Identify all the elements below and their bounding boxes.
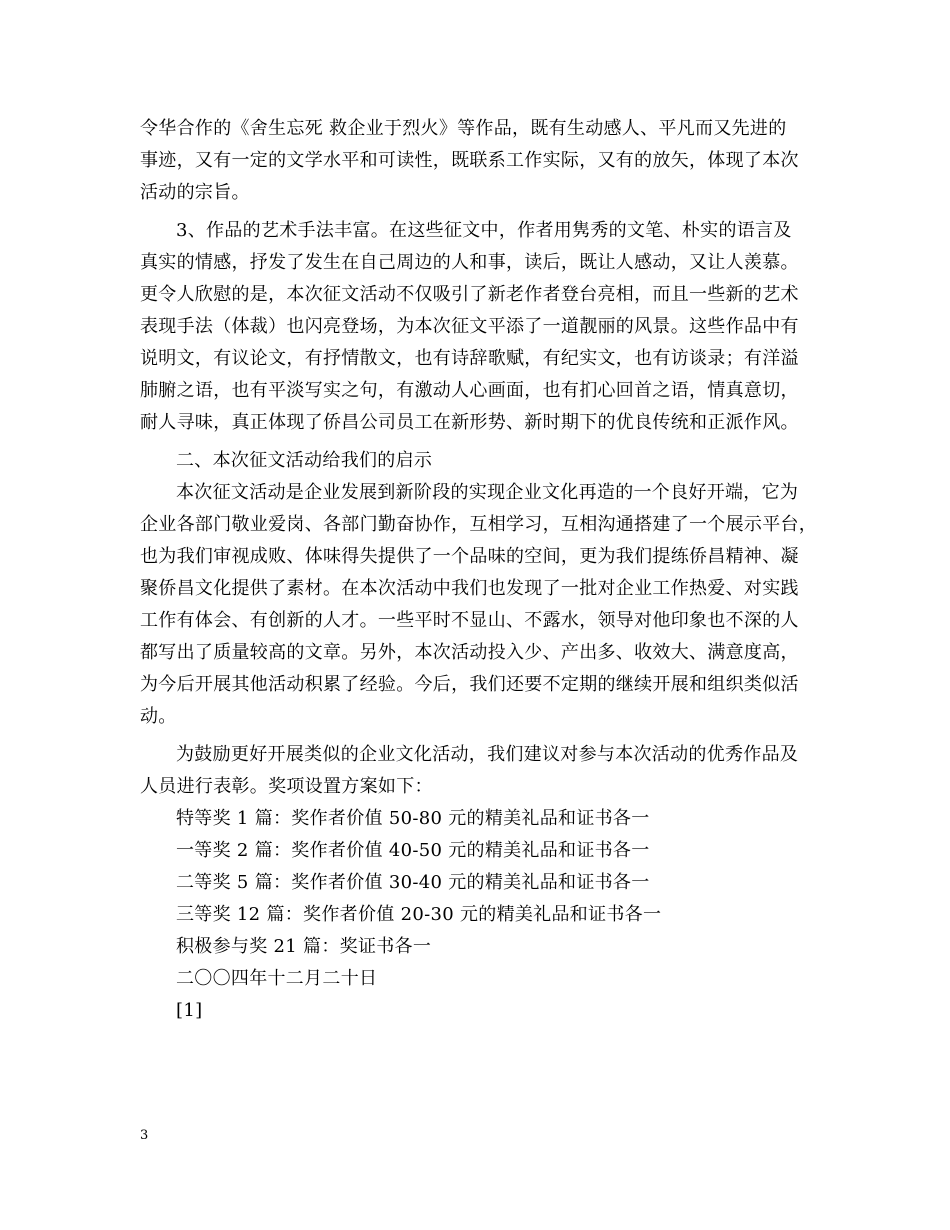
text-line: 说明文，有议论文，有抒情散文，也有诗辞歌赋，有纪实文，也有访谈录；有洋溢: [140, 348, 799, 369]
text-line: 本次征文活动是企业发展到新阶段的实现企业文化再造的一个良好开端，它为: [176, 482, 799, 503]
text-line: 为今后开展其他活动积累了经验。今后，我们还要不定期的继续开展和组织类似活: [140, 674, 799, 695]
text-line: 表现手法（体裁）也闪亮登场，为本次征文平添了一道靓丽的风景。这些作品中有: [140, 316, 799, 337]
text-line: 人员进行表彰。奖项设置方案如下：: [140, 776, 433, 797]
section-heading: [140, 445, 815, 477]
award-item-second: 二等奖 5 篇：奖作者价值 30-40 元的精美礼品和证书各一: [176, 872, 650, 893]
text-line: 活动的宗旨。: [140, 182, 250, 203]
award-item-participation: 积极参与奖 21 篇：奖证书各一: [176, 936, 432, 957]
award-list: [140, 803, 815, 963]
text-line: 工作有体会、有创新的人才。一些平时不显山、不露水，领导对他印象也不深的人: [140, 610, 799, 631]
paragraph-award-proposal: [140, 739, 815, 803]
text-line: 令华合作的《舍生忘死 救企业于烈火》等作品，既有生动感人、平凡而又先进的: [140, 118, 787, 139]
text-line: 耐人寻味，真正体现了侨昌公司员工在新形势、新时期下的优良传统和正派作风。: [140, 412, 799, 433]
page-number: 3: [140, 1128, 149, 1143]
text-line: 为鼓励更好开展类似的企业文化活动，我们建议对参与本次活动的优秀作品及: [176, 744, 799, 765]
paragraph-artistic-techniques: [140, 215, 815, 439]
text-line: 也为我们审视成败、体味得失提供了一个品味的空间，更为我们提练侨昌精神、凝: [140, 546, 799, 567]
award-item-third: 三等奖 12 篇：奖作者价值 20-30 元的精美礼品和证书各一: [176, 904, 662, 925]
document-body: [140, 113, 818, 1027]
paragraph-inspiration: [140, 477, 818, 733]
text-line: 事迹，又有一定的文学水平和可读性，既联系工作实际，又有的放矢，体现了本次: [140, 150, 799, 171]
text-line: 真实的情感，抒发了发生在自己周边的人和事，读后，既让人感动，又让人羡慕。: [140, 252, 799, 273]
text-line: 3、作品的艺术手法丰富。在这些征文中，作者用隽秀的文笔、朴实的语言及: [176, 220, 792, 241]
text-line: 都写出了质量较高的文章。另外，本次活动投入少、产出多、收效大、满意度高，: [140, 642, 799, 663]
text-line: 肺腑之语，也有平淡写实之句，有激动人心画面，也有扪心回首之语，情真意切，: [140, 380, 799, 401]
text-line: 动。: [140, 706, 177, 727]
award-item-special: 特等奖 1 篇：奖作者价值 50-80 元的精美礼品和证书各一: [176, 808, 650, 829]
award-item-first: 一等奖 2 篇：奖作者价值 40-50 元的精美礼品和证书各一: [176, 840, 650, 861]
text-line: 企业各部门敬业爱岗、各部门勤奋协作，互相学习，互相沟通搭建了一个展示平台，: [140, 514, 818, 535]
text-line: 更令人欣慰的是，本次征文活动不仅吸引了新老作者登台亮相，而且一些新的艺术: [140, 284, 799, 305]
footnote-reference: [1]: [176, 1000, 203, 1021]
text-line: 聚侨昌文化提供了素材。在本次活动中我们也发现了一批对企业工作热爱、对实践: [140, 578, 799, 599]
heading-text: 二、本次征文活动给我们的启示: [176, 450, 433, 471]
paragraph-continuation: [140, 113, 815, 209]
document-date: 二〇〇四年十二月二十日: [176, 968, 378, 989]
